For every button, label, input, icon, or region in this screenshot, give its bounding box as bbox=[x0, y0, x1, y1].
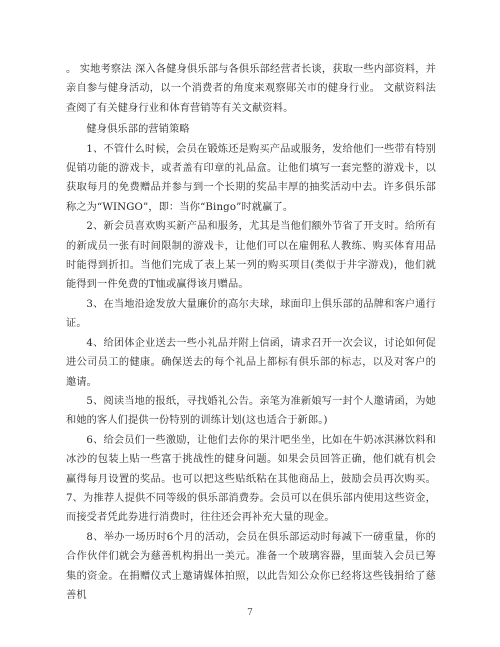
paragraph-research-methods: 。 实地考察法 深入各健身俱乐部与各俱乐部经营者长谈，获取一些内部资料，并亲自参与健身活动，以一个消费者的角度来观察郧关市的健身行业。 文献资料法 查阅了有关健身行业和体育营销等有关文献资料。 bbox=[66, 64, 436, 114]
section-heading: 健身俱乐部的营销策略 bbox=[86, 124, 190, 136]
page-number: 7 bbox=[247, 608, 253, 618]
paragraph-strategy-3: 3、在当地沿途发放大量廉价的高尔夫球，球面印上俱乐部的品牌和客户通行证。 bbox=[66, 298, 436, 330]
paragraph-strategy-6-7: 6、给会员们一些激励，让他们去你的果汁吧坐坐，比如在牛奶冰淇淋饮料和冰沙的包装上贴一些富于挑战性的健身问题。如果会员回答正确，他们就有机会赢得每月设置的奖品。也可以把这些贴纸粘在其他商品上，鼓励会员再次购买。 7、为推荐人提供不同等级的俱乐部消费券。会员可以在俱乐部内使用这些资金，而接受者凭此券进行消费时，往往还会再补充大量的现金。 bbox=[66, 434, 436, 524]
paragraph-strategy-1: 1、不管什么时候，会员在锻炼还是购买产品或服务，发给他们一些带有特别促销功能的游戏卡，或者盖有印章的礼品盒。让他们填写一套完整的游戏卡，以获取每月的免费赠品并参与到一个长期的奖品丰厚的抽奖活动中去。许多俱乐部称之为“WINGO”，即：当你“Bingo”时就赢了。 bbox=[66, 143, 436, 213]
page-body bbox=[66, 60, 436, 605]
paragraph-strategy-5: 5、阅读当地的报纸，寻找婚礼公告。亲笔为准新娘写一封个人邀请函，为她和她的客人们提供一份特别的训练计划(这也适合于新郎。) bbox=[66, 395, 436, 427]
paragraph-strategy-4: 4、给团体企业送去一些小礼品并附上信函，请求召开一次会议，讨论如何促进公司员工的健康。确保送去的每个礼品上都标有俱乐部的标志，以及对客户的邀请。 bbox=[66, 337, 436, 388]
paragraph-strategy-2: 2、新会员喜欢购买新产品和服务，尤其是当他们额外节省了开支时。给所有的新成员一张有时间限制的游戏卡，让他们可以在雇佣私人教练、购买体育用品时能得到折扣。当他们完成了表上某一列的购买项目(类似于井字游戏)，他们就能得到一件免费的T恤或赢得该月赠品。 bbox=[66, 221, 436, 291]
paragraph-strategy-8: 8、举办一场历时6个月的活动，会员在俱乐部运动时每减下一磅重量，你的合作伙伴们就会为慈善机构捐出一美元。准备一个玻璃容器，里面装入会员已筹集的资金。在捐赠仪式上邀请媒体拍照，以此告知公众你已经将这些钱捐给了慈善机 bbox=[66, 531, 436, 601]
